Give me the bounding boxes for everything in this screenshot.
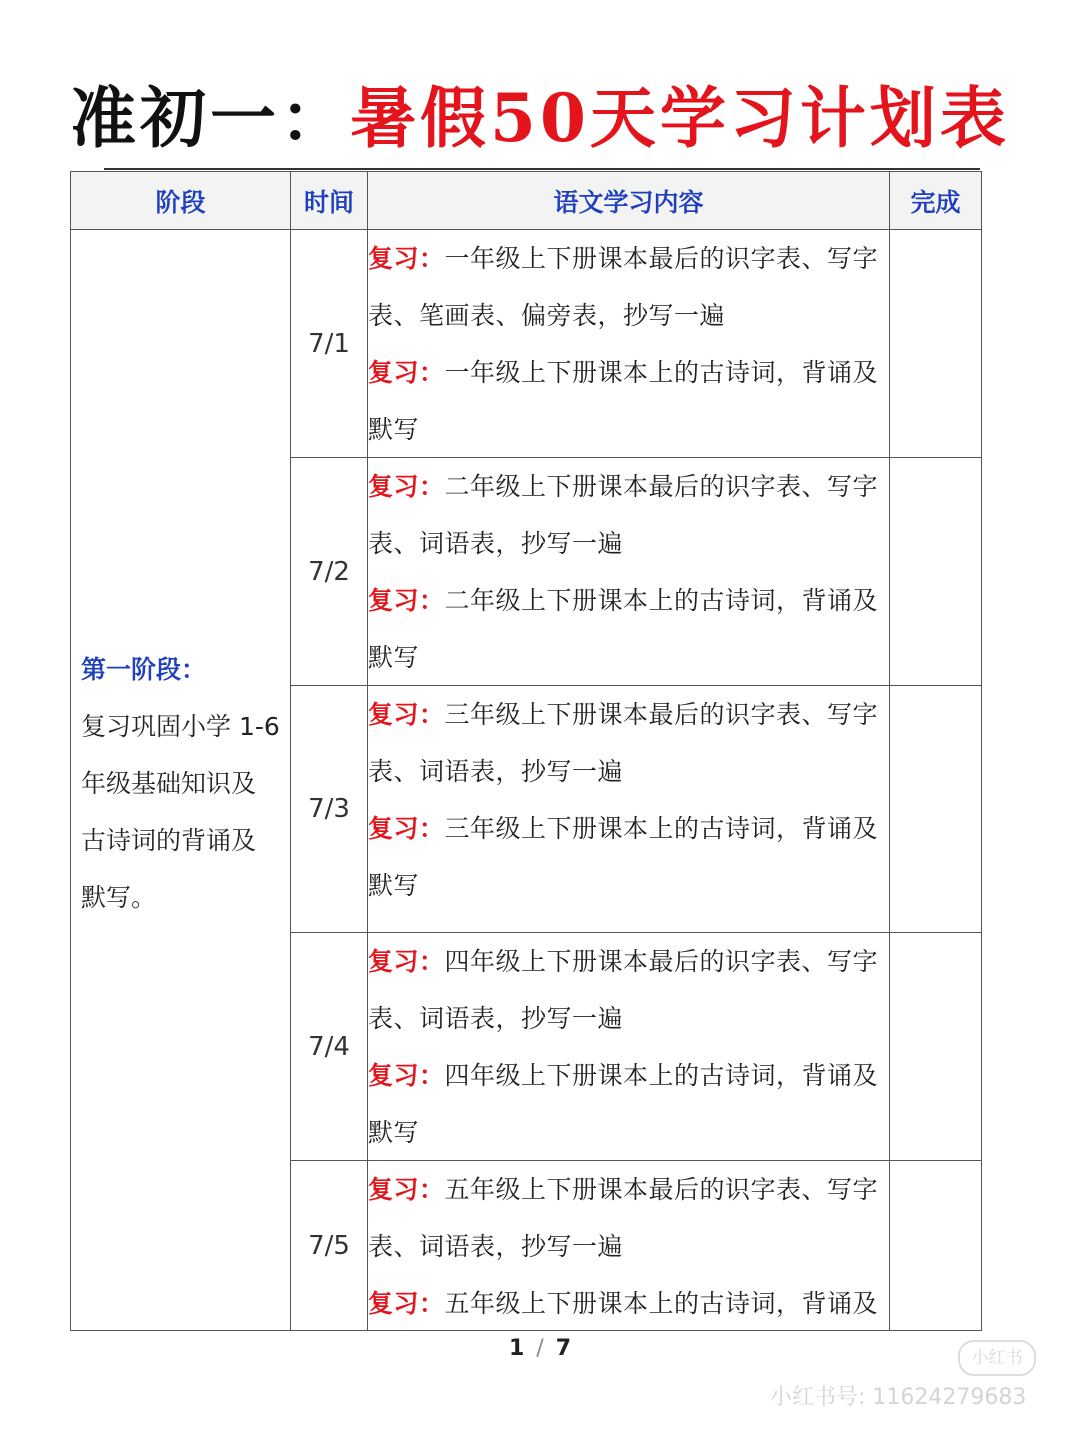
- header-time: 时间: [291, 172, 368, 230]
- task-text: 二年级上下册课本上的古诗词，背诵及默写: [368, 586, 879, 672]
- task-text: 五年级上下册课本上的古诗词，背诵及: [444, 1289, 879, 1318]
- task-text: 三年级上下册课本最后的识字表、写字表、词语表，抄写一遍: [368, 700, 879, 786]
- date-cell: 7/1: [291, 230, 368, 458]
- task-text: 五年级上下册课本最后的识字表、写字表、词语表，抄写一遍: [368, 1175, 879, 1261]
- review-label: 复习：: [368, 700, 445, 729]
- task-text: 一年级上下册课本最后的识字表、写字表、笔画表、偏旁表，抄写一遍: [368, 244, 879, 330]
- title-underline: [104, 168, 980, 170]
- done-checkbox-cell[interactable]: [890, 686, 982, 933]
- date-cell: 7/5: [291, 1161, 368, 1331]
- task-text: 四年级上下册课本最后的识字表、写字表、词语表，抄写一遍: [368, 947, 879, 1033]
- content-cell: [368, 230, 890, 458]
- review-label: 复习：: [368, 814, 445, 843]
- table-row: [71, 230, 982, 458]
- date-cell: 7/3: [291, 686, 368, 933]
- content-cell: [368, 458, 890, 686]
- watermark-logo: 小红书: [958, 1340, 1036, 1376]
- review-label: 复习：: [368, 244, 445, 273]
- content-cell: [368, 933, 890, 1161]
- page-indicator: [0, 1336, 1080, 1361]
- page-current: 1: [508, 1336, 525, 1361]
- review-label: 复习：: [368, 1289, 445, 1318]
- done-checkbox-cell[interactable]: [890, 230, 982, 458]
- review-label: 复习：: [368, 1175, 445, 1204]
- task-text: 二年级上下册课本最后的识字表、写字表、词语表，抄写一遍: [368, 472, 879, 558]
- page-separator: /: [536, 1336, 544, 1361]
- header-content: 语文学习内容: [368, 172, 890, 230]
- date-cell: 7/2: [291, 458, 368, 686]
- stage-line: 默写。: [81, 883, 157, 912]
- content-cell: [368, 1161, 890, 1331]
- date-cell: 7/4: [291, 933, 368, 1161]
- header-stage: 阶段: [71, 172, 291, 230]
- page-title: [0, 78, 1080, 158]
- study-plan-table: [70, 171, 982, 1331]
- content-cell: [368, 686, 890, 933]
- review-label: 复习：: [368, 358, 445, 387]
- title-main: 暑假50天学习计划表: [350, 79, 1010, 157]
- review-label: 复习：: [368, 1061, 445, 1090]
- task-text: 四年级上下册课本上的古诗词，背诵及默写: [368, 1061, 879, 1147]
- table-header-row: [71, 172, 982, 230]
- content-text: [368, 230, 889, 456]
- page-total: 7: [555, 1336, 572, 1361]
- review-label: 复习：: [368, 472, 445, 501]
- done-checkbox-cell[interactable]: [890, 1161, 982, 1331]
- task-text: 三年级上下册课本上的古诗词，背诵及默写: [368, 814, 879, 900]
- review-label: 复习：: [368, 947, 445, 976]
- stage-line: 古诗词的背诵及: [81, 826, 257, 855]
- content-text: [368, 458, 889, 684]
- content-text: [368, 1161, 889, 1330]
- content-text: [368, 933, 889, 1159]
- stage-title: 第一阶段：: [81, 655, 207, 684]
- stage-cell: [71, 230, 291, 1331]
- content-text: [368, 686, 889, 912]
- stage-line: 复习巩固小学 1-6: [81, 712, 280, 741]
- done-checkbox-cell[interactable]: [890, 458, 982, 686]
- header-done: 完成: [890, 172, 982, 230]
- review-label: 复习：: [368, 586, 445, 615]
- stage-line: 年级基础知识及: [81, 769, 257, 798]
- task-text: 一年级上下册课本上的古诗词，背诵及默写: [368, 358, 879, 444]
- title-prefix: 准初一：: [70, 79, 351, 157]
- watermark-id: 小红书号: 11624279683: [770, 1385, 1027, 1410]
- done-checkbox-cell[interactable]: [890, 933, 982, 1161]
